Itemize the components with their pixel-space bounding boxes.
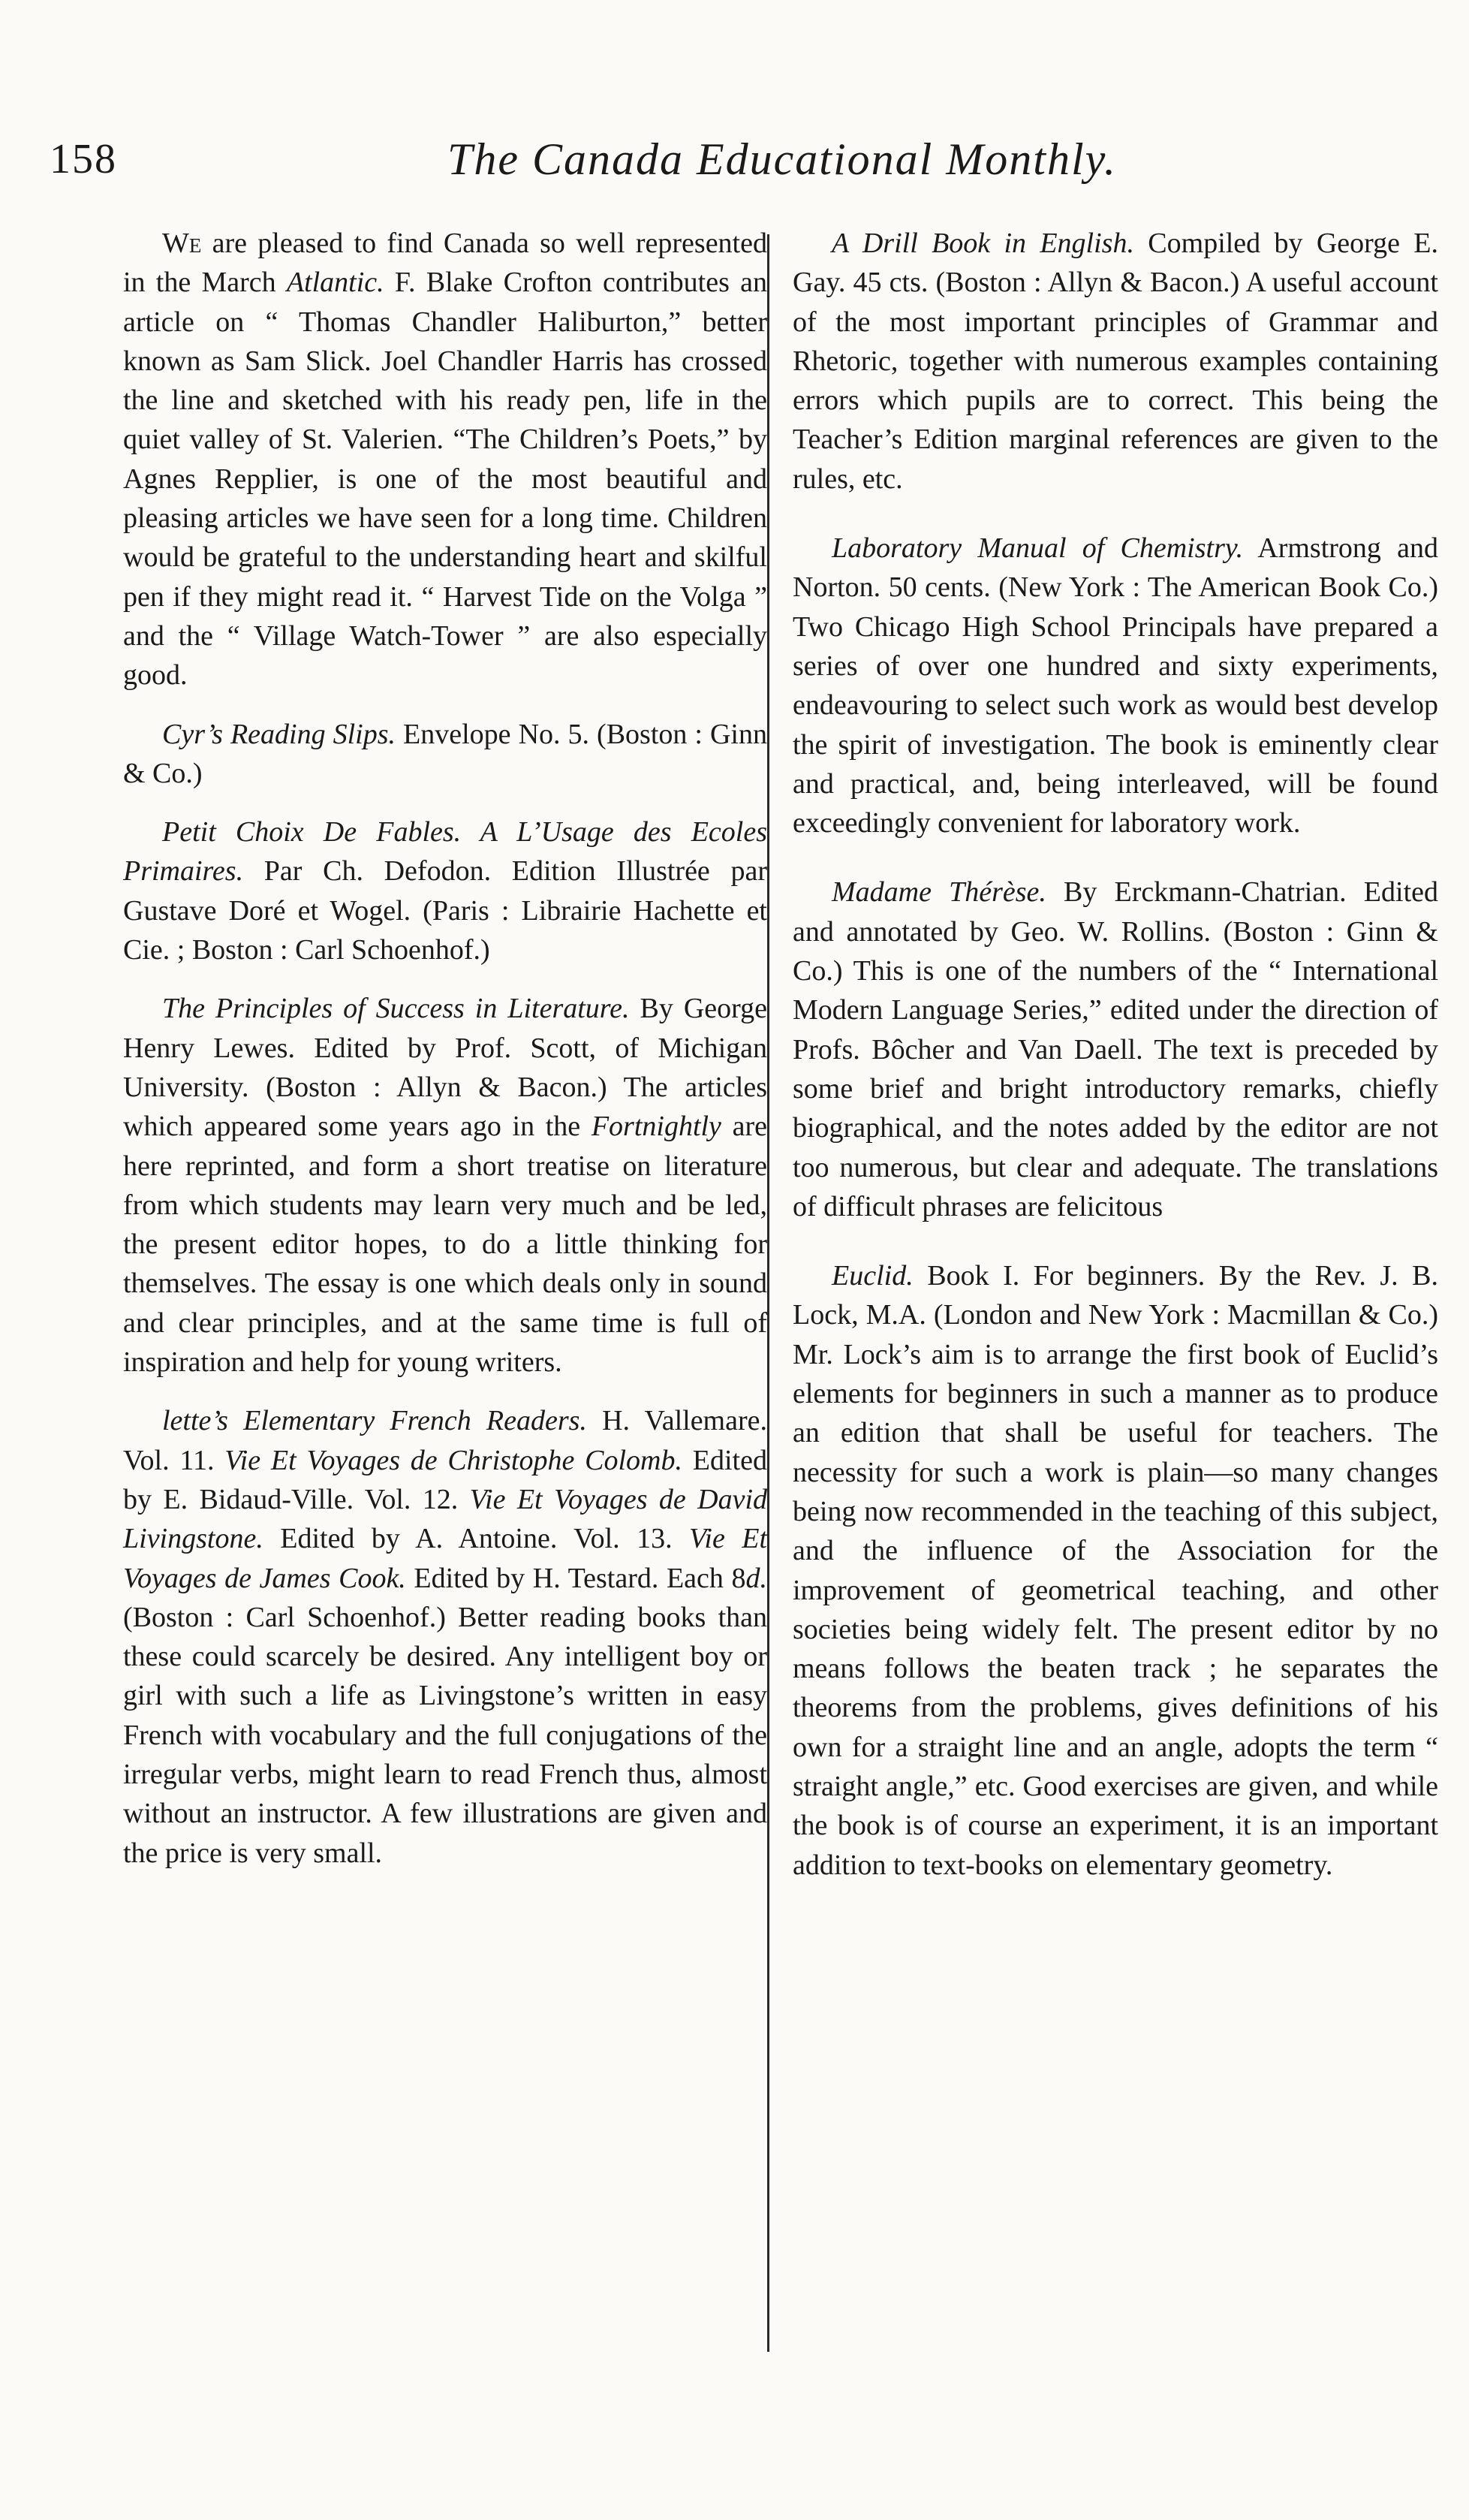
book-title: Cyr’s Reading Slips. (162, 718, 396, 750)
review-text: H. Vallemare. Vol. 11. (123, 1405, 768, 1476)
review-text: Edited by E. Bidaud-Ville. Vol. 12. (123, 1444, 767, 1515)
paragraph-text: F. Blake Crofton contributes an article on “ Thomas Chandler Haliburton,” better known as Sam Slick. Joel Chandler Harris has crossed the line and sketched with his ready pen, life in the quiet valley of St. Valerien. “The Children’s Poets,” by Agnes Repplier, is one of the most beautiful and pleasing articles we have seen for a long time. Children would be grateful to the understanding heart and skilful pen if they might read it. “ Harvest Tide on the Volga ” and the “ Village Watch-Tower ” are also especially good. (123, 267, 767, 692)
book-title: Vie Et Voyages de James Cook. (123, 1523, 767, 1594)
periodical-title: Fortnightly (591, 1111, 721, 1143)
review-text: are here reprinted, and form a short treatise on literature from which students may learn very much and be led, the present editor hopes, to do a little thinking for themselves. The essay is one which deals only in sound and clear principles, and at the same time is full of inspiration and help for young writers. (123, 1111, 767, 1379)
review-text: Par Ch. Defodon. Edition Illustrée par Gustave Doré et Wogel. (Paris : Librairie Hachette et Cie. ; Boston : Carl Schoenhof.) (123, 855, 767, 966)
paragraph-canada-atlantic (123, 224, 767, 695)
journal-title: The Canada Educational Monthly. (447, 134, 1117, 184)
review-text: By Erckmann-Chatrian. Edited and annotated by Geo. W. Rollins. (Boston : Ginn & Co.) This is one of the numbers of the “ International Modern Language Series,” edited under the direction of Profs. Bôcher and Van Daell. The text is preceded by some brief and bright introductory remarks, chiefly biographical, and the notes added by the editor are not too numerous, but clear and adequate. The translations of difficult phrases are felicitous (793, 876, 1438, 1222)
review-cyrs-reading-slips (123, 715, 767, 794)
magazine-title: Atlantic. (286, 267, 384, 299)
series-title: lette’s Elementary French Readers. (162, 1405, 587, 1437)
page-number: 158 (50, 136, 117, 182)
book-title: A Drill Book in English. (832, 228, 1134, 259)
review-laboratory-manual (793, 529, 1438, 843)
review-text: Armstrong and Norton. 50 cents. (New York : The American Book Co.) Two Chicago High School Principals have prepared a series of over one hundred and sixty experiments, endeavouring to select such work as would best develop the spirit of investigation. The book is eminently clear and practical, and, being interleaved, will be found exceedingly convenient for laboratory work. (793, 532, 1438, 839)
review-drill-book-in-english (793, 224, 1438, 499)
review-madame-therese (793, 873, 1438, 1226)
paragraph-text: are pleased to find Canada so well represented in the March (123, 228, 767, 299)
book-title: The Principles of Success in Literature. (162, 993, 630, 1025)
review-petit-choix-de-fables (123, 812, 767, 969)
review-french-readers (123, 1401, 767, 1873)
review-text: By George Henry Lewes. Edited by Prof. Scott, of Michigan University. (Boston : Allyn & Bacon.) The articles which appeared some years ago in the (123, 993, 767, 1143)
review-text: (Boston : Carl Schoenhof.) Better reading books than these could scarcely be desired. Any intelligent boy or girl with such a life as Livingstone’s written in easy French with vocabulary and the full conjugations of the irregular verbs, might learn to read French thus, almost without an instructor. A few illustrations are given and the price is very small. (123, 1601, 767, 1869)
book-title: Madame Thérèse. (832, 876, 1046, 909)
review-text: Book I. For beginners. By the Rev. J. B. Lock, M.A. (London and New York : Macmillan & Co.) Mr. Lock’s aim is to arrange the first book of Euclid’s elements for beginners in such a manner as to produce an edition that shall be useful for teachers. The necessity for such a work is plain—so many changes being now recommended in the teaching of this subject, and the influence of the Association for the improvement of geometrical teaching, and other societies being widely felt. The present editor by no means follows the beaten track ; he separates the theorems from the problems, gives definitions of his own for a straight line and an angle, adopts the term “ straight angle,” etc. Good exercises are given, and while the book is of course an experiment, it is an important addition to text-books on elementary geometry. (793, 1260, 1438, 1881)
review-text: Envelope No. 5. (Boston : Ginn & Co.) (123, 718, 767, 789)
book-title: Vie Et Voyages de Christophe Colomb. (224, 1444, 682, 1476)
review-principles-of-success (123, 989, 767, 1382)
running-head (50, 134, 1117, 188)
paragraph-lead: We (162, 228, 202, 259)
book-title: Petit Choix De Fables. A L’Usage des Ecoles Primaires. (123, 816, 767, 888)
book-title: Vie Et Voyages de David Livingstone. (123, 1483, 768, 1555)
review-text: Compiled by George E. Gay. 45 cts. (Boston : Allyn & Bacon.) A useful account of the most important principles of Grammar and Rhetoric, together with numerous examples containing errors which pupils are to correct. This being the Teacher’s Edition marginal references are given to the rules, etc. (793, 228, 1438, 495)
price-unit: d. (745, 1562, 767, 1594)
right-column (793, 224, 1438, 1885)
book-title: Euclid. (832, 1260, 914, 1292)
left-column (123, 224, 767, 1873)
review-text: Edited by H. Testard. Each 8 (405, 1562, 746, 1594)
column-divider (767, 234, 769, 2352)
review-text: Edited by A. Antoine. Vol. 13. (263, 1523, 689, 1555)
book-title: Laboratory Manual of Chemistry. (832, 532, 1244, 565)
review-euclid (793, 1256, 1438, 1885)
